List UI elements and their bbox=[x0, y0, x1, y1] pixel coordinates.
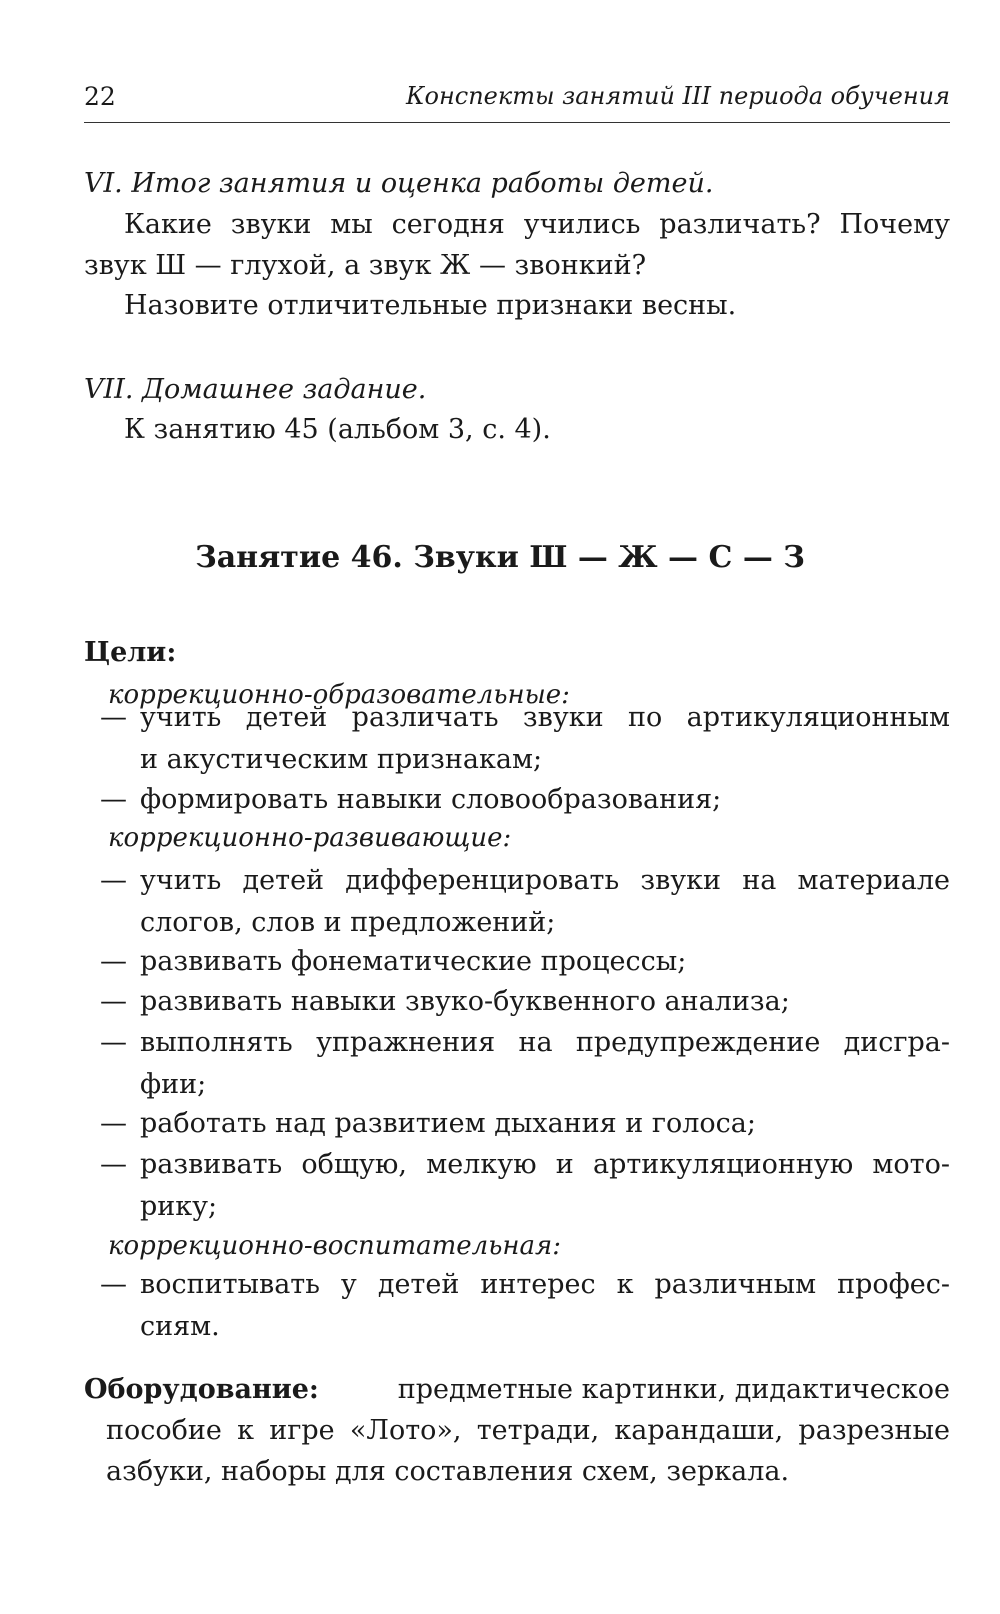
goals-category-educational: коррекционно-образовательные: bbox=[108, 680, 570, 710]
goal-item-line1: работать над развитием дыхания и голоса; bbox=[140, 1108, 756, 1139]
equipment-line3: азбуки, наборы для составления схем, зеркала. bbox=[106, 1456, 790, 1487]
goal-item-line1: развивать общую, мелкую и артикуляционную мото- bbox=[140, 1149, 950, 1180]
list-dash: — bbox=[100, 1269, 127, 1300]
goals-category-upbringing: коррекционно-воспитательная: bbox=[108, 1231, 561, 1261]
section-vi-question-line3: Назовите отличительные признаки весны. bbox=[124, 290, 737, 321]
goal-item-line1: учить детей дифференцировать звуки на материале bbox=[140, 865, 950, 896]
list-dash: — bbox=[100, 986, 127, 1017]
lesson-title: Занятие 46. Звуки Ш — Ж — С — З bbox=[195, 540, 805, 575]
goal-item-line2: фии; bbox=[140, 1069, 207, 1100]
equipment-text1: предметные картинки, дидактическое bbox=[397, 1374, 950, 1405]
goal-item-line2: слогов, слов и предложений; bbox=[140, 907, 556, 938]
section-vi-question-line2: звук Ш — глухой, а звук Ж — звонкий? bbox=[84, 250, 647, 281]
goals-heading: Цели: bbox=[84, 637, 177, 668]
equipment-line2: пособие к игре «Лото», тетради, карандаши, разрезные bbox=[106, 1415, 950, 1446]
goal-item-line2: и акустическим признакам; bbox=[140, 744, 543, 775]
goals-category-developmental: коррекционно-развивающие: bbox=[108, 823, 512, 853]
goal-item-line2: рику; bbox=[140, 1191, 218, 1222]
section-vii-homework: К занятию 45 (альбом 3, с. 4). bbox=[124, 414, 551, 445]
list-dash: — bbox=[100, 1149, 127, 1180]
list-dash: — bbox=[100, 1027, 127, 1058]
list-dash: — bbox=[100, 1108, 127, 1139]
section-vii-heading: VII. Домашнее задание. bbox=[84, 374, 427, 405]
running-head bbox=[84, 82, 950, 123]
goal-item-line2: сиям. bbox=[140, 1311, 220, 1342]
goal-item-line1: учить детей различать звуки по артикуляционным bbox=[140, 702, 950, 733]
equipment-label: Оборудование: bbox=[84, 1374, 319, 1405]
list-dash: — bbox=[100, 784, 127, 815]
list-dash: — bbox=[100, 865, 127, 896]
goal-item-line1: воспитывать у детей интерес к различным профес- bbox=[140, 1269, 950, 1300]
running-title: Конспекты занятий III периода обучения bbox=[405, 82, 950, 110]
list-dash: — bbox=[100, 702, 127, 733]
equipment-line1 bbox=[84, 1370, 950, 1410]
section-vi-question-line1: Какие звуки мы сегодня учились различать? Почему bbox=[124, 209, 950, 240]
page-number: 22 bbox=[84, 82, 116, 111]
goal-item-line1: формировать навыки словообразования; bbox=[140, 784, 722, 815]
section-vi-heading: VI. Итог занятия и оценка работы детей. bbox=[84, 168, 714, 199]
goal-item-line1: развивать навыки звуко-буквенного анализа; bbox=[140, 986, 790, 1017]
goal-item-line1: выполнять упражнения на предупреждение дисгра- bbox=[140, 1027, 950, 1058]
list-dash: — bbox=[100, 946, 127, 977]
goal-item-line1: развивать фонематические процессы; bbox=[140, 946, 687, 977]
